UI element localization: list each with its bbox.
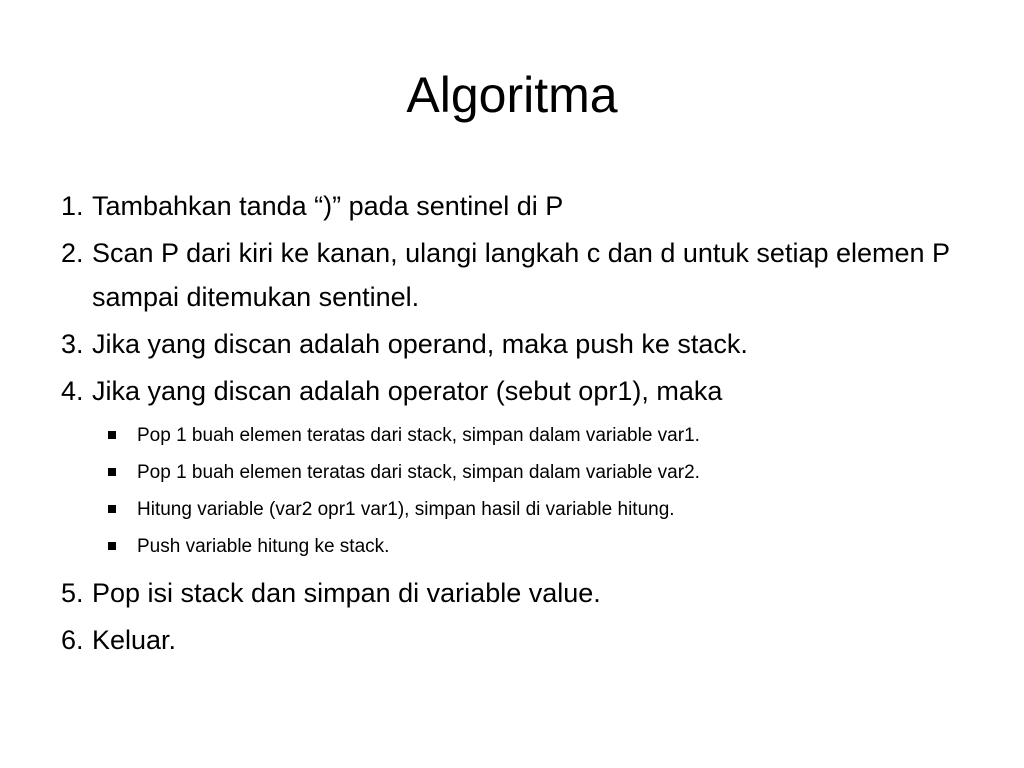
square-bullet-icon	[108, 431, 116, 439]
step-number: 5.	[61, 578, 84, 608]
substep-1	[61, 417, 961, 454]
step-4	[61, 369, 961, 413]
step-6	[61, 618, 961, 662]
substep-2	[61, 454, 961, 491]
step-1	[61, 184, 961, 228]
square-bullet-icon	[108, 468, 116, 476]
step-text: Pop isi stack dan simpan di variable value.	[92, 578, 601, 608]
step-text: Keluar.	[92, 625, 177, 655]
substep-text: Pop 1 buah elemen teratas dari stack, simpan dalam variable var1.	[137, 425, 700, 446]
step-number: 1.	[61, 191, 84, 221]
step-text: Jika yang discan adalah operator (sebut opr1), maka	[92, 376, 723, 406]
step-number: 3.	[61, 329, 84, 359]
step-3	[61, 322, 961, 366]
step-2	[61, 231, 961, 319]
step-number: 2.	[61, 238, 84, 268]
square-bullet-icon	[108, 505, 116, 513]
algorithm-steps-list	[61, 184, 961, 665]
substeps-list	[61, 417, 961, 565]
step-text: Jika yang discan adalah operand, maka push ke stack.	[92, 329, 748, 359]
substep-text: Push variable hitung ke stack.	[137, 536, 390, 557]
step-text: Scan P dari kiri ke kanan, ulangi langkah c dan d untuk setiap elemen P sampai ditemukan sentinel.	[92, 238, 950, 312]
slide-title: Algoritma	[406, 67, 618, 123]
step-text: Tambahkan tanda “)” pada sentinel di P	[92, 191, 564, 221]
substep-text: Hitung variable (var2 opr1 var1), simpan hasil di variable hitung.	[137, 499, 675, 520]
substeps-container	[61, 417, 961, 565]
substep-text: Pop 1 buah elemen teratas dari stack, simpan dalam variable var2.	[137, 462, 700, 483]
step-5	[61, 571, 961, 615]
square-bullet-icon	[108, 542, 116, 550]
step-number: 6.	[61, 625, 84, 655]
substep-4	[61, 528, 961, 565]
substep-3	[61, 491, 961, 528]
step-number: 4.	[61, 376, 84, 406]
